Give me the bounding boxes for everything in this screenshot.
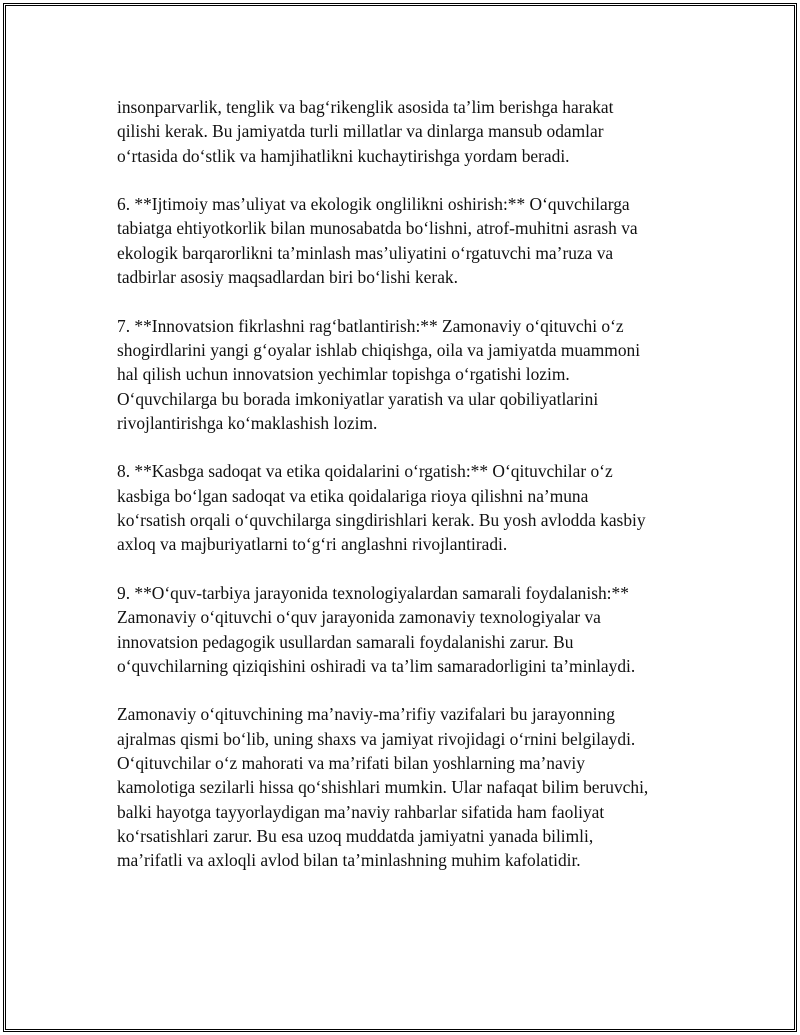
text-line: O‘quvchilarga bu borada imkoniyatlar yaratish va ular qobiliyatlarini	[117, 388, 599, 409]
text-line: 6. **Ijtimoiy mas’uliyat va ekologik onglilikni oshirish:** O‘quvchilarga	[117, 194, 630, 215]
paragraph-intro-continuation	[117, 95, 697, 168]
text-line: Zamonaviy o‘qituvchining ma’naviy-ma’rifiy vazifalari bu jarayonning	[117, 704, 615, 725]
text-line: 7. **Innovatsion fikrlashni rag‘batlantirish:** Zamonaviy o‘qituvchi o‘z	[117, 315, 624, 336]
text-line: hal qilish uchun innovatsion yechimlar topishga o‘rgatishi lozim.	[117, 364, 570, 385]
paragraph-conclusion	[117, 702, 697, 872]
text-line: kamolotiga sezilarli hissa qo‘shishlari mumkin. Ular nafaqat bilim beruvchi,	[117, 777, 649, 798]
document-body	[117, 95, 697, 897]
paragraph-item-6	[117, 192, 697, 289]
text-line: 8. **Kasbga sadoqat va etika qoidalarini o‘rgatish:** O‘qituvchilar o‘z	[117, 461, 613, 482]
text-line: ma’rifatli va axloqli avlod bilan ta’minlashning muhim kafolatidir.	[117, 850, 581, 871]
text-line: ekologik barqarorlikni ta’minlash mas’uliyatini o‘rgatuvchi ma’ruza va	[117, 242, 614, 263]
text-line: ko‘rsatish orqali o‘quvchilarga singdirishlari kerak. Bu yosh avlodda kasbiy	[117, 510, 646, 531]
text-line: ko‘rsatishlari zarur. Bu esa uzoq muddatda jamiyatni yanada bilimli,	[117, 825, 594, 846]
text-line: innovatsion pedagogik usullardan samarali foydalanishi zarur. Bu	[117, 631, 574, 652]
paragraph-item-7	[117, 314, 697, 435]
text-line: insonparvarlik, tenglik va bag‘rikenglik asosida ta’lim berishga harakat	[117, 97, 614, 117]
text-line: O‘qituvchilar o‘z mahorati va ma’rifati bilan yoshlarning ma’naviy	[117, 753, 585, 774]
text-line: balki hayotga tayyorlaydigan ma’naviy rahbarlar sifatida ham faoliyat	[117, 801, 605, 822]
text-line: ajralmas qismi bo‘lib, uning shaxs va jamiyat rivojidagi o‘rnini belgilaydi.	[117, 728, 636, 749]
text-line: kasbiga bo‘lgan sadoqat va etika qoidalariga rioya qilishni na’muna	[117, 485, 589, 506]
text-line: shogirdlarini yangi g‘oyalar ishlab chiqishga, oila va jamiyatda muammoni	[117, 339, 641, 360]
text-line: tabiatga ehtiyotkorlik bilan munosabatda bo‘lishni, atrof-muhitni asrash va	[117, 218, 638, 239]
text-line: rivojlantirishga ko‘maklashish lozim.	[117, 412, 378, 433]
text-line: axloq va majburiyatlarni to‘g‘ri anglashni rivojlantiradi.	[117, 534, 508, 555]
text-line: o‘rtasida do‘stlik va hamjihatlikni kuchaytirishga yordam beradi.	[117, 145, 570, 166]
paragraph-item-8	[117, 459, 697, 556]
text-line: 9. **O‘quv-tarbiya jarayonida texnologiyalardan samarali foydalanish:**	[117, 582, 629, 603]
text-line: Zamonaviy o‘qituvchi o‘quv jarayonida zamonaviy texnologiyalar va	[117, 607, 601, 628]
text-line: o‘quvchilarning qiziqishini oshiradi va ta’lim samaradorligini ta’minlaydi.	[117, 655, 636, 676]
paragraph-item-9	[117, 581, 697, 678]
text-line: qilishi kerak. Bu jamiyatda turli millatlar va dinlarga mansub odamlar	[117, 121, 604, 142]
text-line: tadbirlar asosiy maqsadlardan biri bo‘lishi kerak.	[117, 267, 458, 288]
